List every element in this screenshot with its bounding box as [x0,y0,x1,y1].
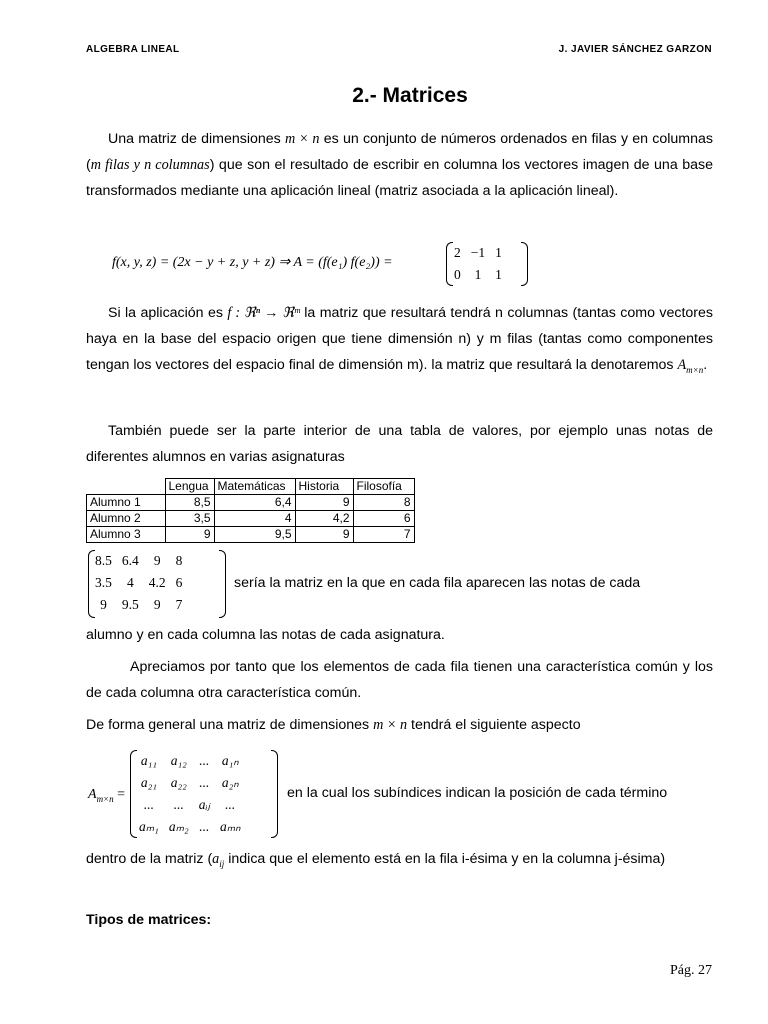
p7-text-b: indica que el elemento está en la fila i-ésima y en la columna j-ésima) [228,851,666,867]
dimension-mxn: m × n [284,131,320,147]
matrix-cell: aₘₙ [219,819,241,834]
bracket-right [219,550,226,618]
matrix-cell: ... [199,775,210,790]
matrix-cell: aᵢⱼ [198,797,210,812]
matrix-cell: a₂₁ [140,775,157,790]
p2-text-a: Si la aplicación es [108,305,223,321]
matrix-symbol-sub: m×n [686,364,704,375]
matrix-cell: aₘ₁ [139,819,159,834]
row-label: Alumno 2 [87,511,166,527]
p6-text-b: tendrá el siguiente aspecto [411,717,581,733]
general-matrix-lhs [88,787,125,803]
page-number: Pág. 27 [670,963,712,978]
table-corner [87,479,166,495]
table-row [87,511,415,527]
header-left: ALGEBRA LINEAL [86,44,180,55]
table-cell: 8 [353,495,414,511]
matrix-A [446,242,528,286]
table-cell: 6 [353,511,414,527]
matrix-A-cell: 0 [454,267,461,282]
general-lhs-sub: m×n [96,793,114,804]
grades-matrix-caption: sería la matriz en la que en cada fila aparecen las notas de cada [234,575,641,591]
matrix-cell: ... [143,797,154,812]
table-header-row [87,479,415,495]
matrix-cell: ... [199,819,210,834]
matrix-A-cell: 1 [495,267,502,282]
bracket-left [446,242,453,286]
table-cell: 4,2 [295,511,353,527]
matrix-cell: 4 [126,575,134,590]
row-label: Alumno 1 [87,495,166,511]
general-lhs-symbol: A [88,787,97,802]
matrix-cell: 9 [153,553,161,568]
p6-text-a: De forma general una matriz de dimensiones [86,717,370,733]
matrix-cell: 9 [153,597,161,612]
matrix-symbol: A [677,357,687,373]
matrix-cell: a₂₂ [170,775,187,790]
table-row [87,527,415,543]
grades-matrix [88,550,226,618]
table-cell: 3,5 [165,511,214,527]
column-header: Historia [295,479,353,495]
general-matrix [130,750,278,838]
grades-table [86,478,415,543]
table-cell: 4 [214,511,295,527]
matrix-cell: ... [199,753,210,768]
matrix-A-cell: −1 [470,245,486,260]
matrix-cell: 8.5 [95,553,112,568]
matrix-A-cell: 2 [454,245,461,260]
paragraph-general-form [86,712,713,738]
table-cell: 9 [295,527,353,543]
table-cell: 6,4 [214,495,295,511]
paragraph-subscripts [86,846,713,872]
general-matrix-caption: en la cual los subíndices indican la posición de cada término [287,785,668,801]
table-cell: 9 [165,527,214,543]
element-symbol-sub: ij [219,858,225,869]
row-label: Alumno 3 [87,527,166,543]
matrix-cell: ... [173,797,184,812]
matrix-cell: 9.5 [121,597,139,612]
equation-linear-map [112,254,393,271]
element-symbol: a [212,851,220,867]
bracket-right [521,242,528,286]
p7-text-a: dentro de la matriz ( [86,851,213,867]
equals-sign: = [117,787,126,802]
paragraph-rows-columns: Apreciamos por tanto que los elementos de cada fila tienen una característica común y los de cada columna otra característica común. [86,659,713,701]
bracket-left [88,550,95,618]
matrix-cell: 3.5 [95,575,112,590]
paragraph-definition [86,126,713,204]
matrix-cell: ... [225,797,236,812]
table-cell: 7 [353,527,414,543]
column-header: Lengua [165,479,214,495]
column-header: Matemáticas [214,479,295,495]
matrix-cell: 9 [100,597,107,612]
page-title: 2.- Matrices [352,84,468,107]
matrix-A-cell: 1 [474,267,482,282]
matrix-cell: 6 [175,575,183,590]
p1-text-b: es un conjunto de números ordenados en filas y en columnas ( [86,131,713,173]
p1-text-a: Una matriz de dimensiones [108,131,281,147]
paragraph-table-intro: También puede ser la parte interior de una tabla de valores, por ejemplo unas notas de diferentes alumnos en varias asignaturas [86,423,713,465]
paragraph-application [86,300,713,378]
dimension-mxn: m × n [373,717,408,733]
matrix-cell: 7 [175,597,183,612]
p2-text-b: la matriz que resultará tendrá n columnas (tantas como vectores haya en la base del espacio origen que tiene dimensión n) y m filas (tantas como componentes tengan los vectores del espacio final de dimensión m). la matriz que resultará la denotaremos [86,305,713,373]
header-right: J. JAVIER SÁNCHEZ GARZON [558,44,712,55]
column-header: Filosofía [353,479,414,495]
grades-matrix-caption-cont: alumno y en cada columna las notas de cada asignatura. [86,627,445,643]
equation-lhs: f(x, y, z) = (2x − y + z, y + z) ⇒ A = (f(e₁) f(e₂)) = [112,255,393,270]
p1-text-c: ) que son el resultado de escribir en columna los vectores imagen de una base transformados mediante una aplicación lineal (matriz asociada a la aplicación lineal). [86,157,713,199]
table-cell: 8,5 [165,495,214,511]
matrix-cell: 8 [175,553,183,568]
matrix-cell: 6.4 [121,553,139,568]
rows-columns-note: m filas y n columnas [90,157,210,173]
matrix-cell: a₂ₙ [221,775,239,790]
matrix-cell: 4.2 [148,575,166,590]
matrix-A-cell: 1 [495,245,502,260]
section-heading: Tipos de matrices: [86,912,212,928]
p2-end: . [703,357,708,373]
bracket-left [130,750,137,838]
matrix-cell: a₁₁ [140,753,157,768]
matrix-cell: aₘ₂ [168,819,189,834]
bracket-right [271,750,278,838]
map-notation: f : ℜⁿ → ℜᵐ [227,305,300,321]
table-cell: 9,5 [214,527,295,543]
table-row [87,495,415,511]
matrix-cell: a₁ₙ [221,753,239,768]
table-cell: 9 [295,495,353,511]
matrix-cell: a₁₂ [170,753,187,768]
